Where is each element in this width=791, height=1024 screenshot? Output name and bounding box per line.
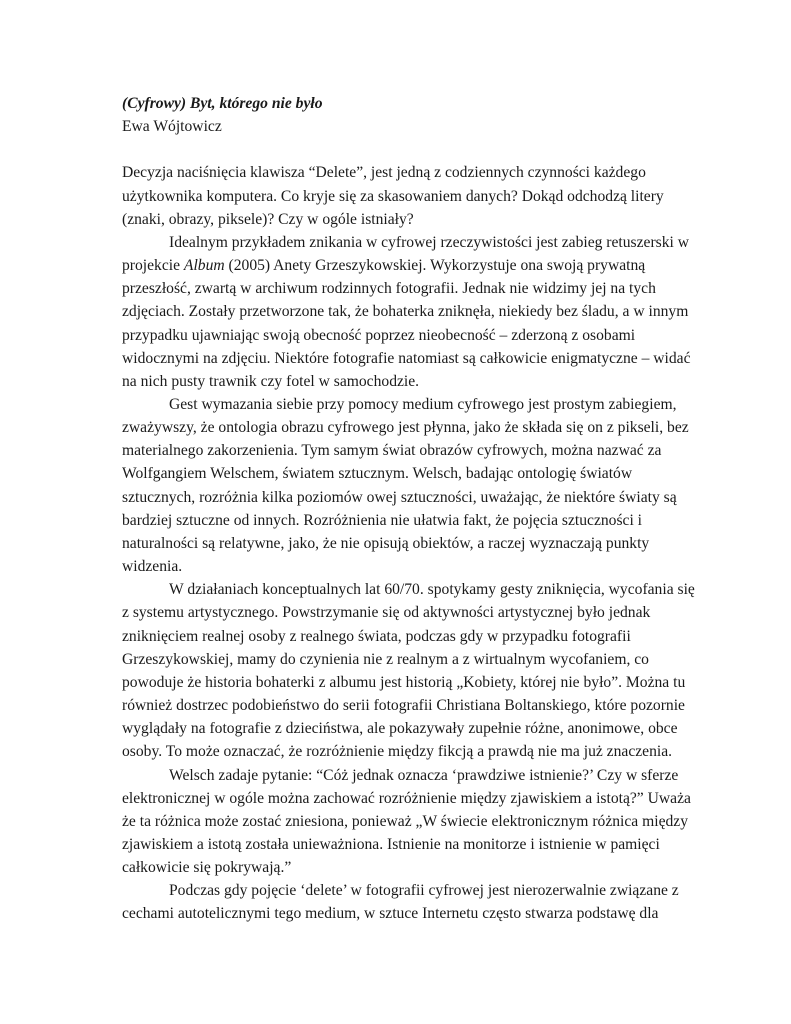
paragraph bbox=[122, 578, 695, 763]
text-line: wyglądały na fotografie z dzieciństwa, ale pokazywały zupełnie różne, anonimowe, obce bbox=[122, 720, 678, 738]
text-line: widocznymi na zdjęciu. Niektóre fotografie natomiast są całkowicie enigmatyczne – widać bbox=[122, 349, 691, 367]
text-line: zdjęciach. Zostały przetworzone tak, że bohaterka zniknęła, niekiedy bez śladu, a w innym bbox=[122, 303, 689, 321]
text-line: również dostrzec podobieństwo do serii fotografii Christiana Boltanskiego, które pozornie bbox=[122, 697, 685, 715]
text-line: zjawiskiem a istotą została unieważniona. Istnienie na monitorze i istnienie w pamięci bbox=[122, 835, 660, 853]
text-line: (znaki, obrazy, piksele)? Czy w ogóle istniały? bbox=[122, 210, 414, 228]
text-line: całkowicie się pokrywają.” bbox=[122, 859, 292, 877]
text-line: projekcie Album (2005) Anety Grzeszykowskiej. Wykorzystuje ona swoją prywatną bbox=[122, 257, 646, 275]
text-line: zważywszy, że ontologia obrazu cyfrowego jest płynna, jako że składa się on z pikseli, bez bbox=[122, 419, 689, 437]
text-line: cechami autotelicznymi tego medium, w sztuce Internetu często stwarza podstawę dla bbox=[122, 905, 659, 923]
text-line: Gest wymazania siebie przy pomocy medium cyfrowego jest prostym zabiegiem, bbox=[169, 396, 677, 414]
text-line: W działaniach konceptualnych lat 60/70. spotykamy gesty zniknięcia, wycofania się bbox=[169, 581, 695, 599]
text-line: Grzeszykowskiej, mamy do czynienia nie z realnym a z wirtualnym wycofaniem, co bbox=[122, 650, 649, 668]
text-line: widzenia. bbox=[122, 558, 183, 576]
text-line: bardziej sztuczne od innych. Rozróżnienia nie ułatwia fakt, że pojęcia sztuczności i bbox=[122, 511, 643, 529]
text-line: Wolfgangiem Welschem, światem sztucznym. Welsch, badając ontologię światów bbox=[122, 465, 633, 483]
paragraph bbox=[122, 879, 682, 925]
text-line: Podczas gdy pojęcie ‘delete’ w fotografii cyfrowej jest nierozerwalnie związane z bbox=[169, 882, 679, 900]
paragraph bbox=[122, 231, 691, 393]
text-line: powoduje że historia bohaterki z albumu jest historią „Kobiety, której nie było”. Można tu bbox=[122, 673, 686, 691]
text-line: że ta różnica może zostać zniesiona, ponieważ „W świecie elektronicznym różnica między bbox=[122, 812, 689, 830]
text-line: przypadku ujawniając swoją obecność poprzez nieobecność – zderzoną z osobami bbox=[122, 326, 636, 344]
document-title: (Cyfrowy) Byt, którego nie było bbox=[122, 95, 323, 112]
text-line: Welsch zadaje pytanie: “Cóż jednak oznacza ‘prawdziwe istnienie?’ Czy w sferze bbox=[169, 766, 679, 784]
text-line: sztucznych, rozróżnia kilka poziomów owej sztuczności, uważając, że niektóre światy są bbox=[122, 488, 677, 506]
text-line: Idealnym przykładem znikania w cyfrowej rzeczywistości jest zabieg retuszerski w bbox=[169, 233, 690, 251]
text-line: materialnego zakorzenienia. Tym samym świat obrazów cyfrowych, można nazwać za bbox=[122, 442, 662, 460]
text-line: elektronicznej w ogóle można zachować rozróżnienie między zjawiskiem a istotą?” Uważa bbox=[122, 789, 691, 807]
paragraph bbox=[122, 161, 682, 230]
document-body bbox=[122, 92, 695, 926]
paragraph-container bbox=[122, 161, 695, 925]
text-line: przeszłość, zwartą w archiwum rodzinnych fotografii. Jednak nie widzimy jej na tych bbox=[122, 280, 656, 298]
text-line: na nich pusty trawnik czy fotel w samochodzie. bbox=[122, 372, 420, 390]
paragraph bbox=[122, 764, 691, 880]
text-line: osoby. To może oznaczać, że rozróżnienie między fikcją a prawdą nie ma już znaczenia. bbox=[122, 743, 673, 761]
paragraph bbox=[122, 393, 689, 578]
document-author: Ewa Wójtowicz bbox=[122, 118, 222, 136]
text-line: użytkownika komputera. Co kryje się za skasowaniem danych? Dokąd odchodzą litery bbox=[122, 187, 664, 205]
text-line: z systemu artystycznego. Powstrzymanie się od aktywności artystycznej było jednak bbox=[122, 604, 651, 622]
text-line: Decyzja naciśnięcia klawisza “Delete”, jest jedną z codziennych czynności każdego bbox=[122, 164, 646, 182]
text-line: naturalności są relatywne, jako, że nie opisują obiektów, a raczej wyznaczają punkty bbox=[122, 534, 650, 552]
text-line: zniknięciem realnej osoby z realnego świata, podczas gdy w przypadku fotografii bbox=[122, 627, 631, 645]
